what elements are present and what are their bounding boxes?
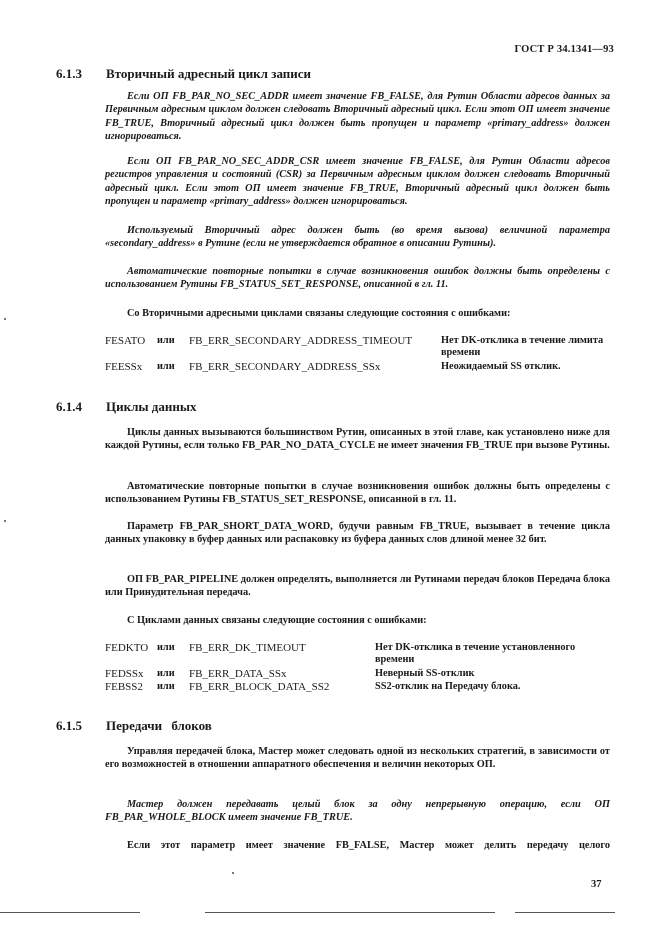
error-row: [105, 681, 615, 693]
paragraph: Автоматические повторные попытки в случае возникновения ошибок должны быть определены с использованием Рутины FB_STATUS_SET_RESPONSE, описанной в гл. 11.: [105, 266, 610, 291]
paragraph: С Циклами данных связаны следующие состояния с ошибками:: [127, 615, 427, 626]
scan-edge-line: [0, 912, 140, 913]
paragraph: Автоматические повторные попытки в случае возникновения ошибок должны быть определены с использованием Рутины FB_STATUS_SET_RESPONSE, описанной в гл. 11.: [105, 481, 610, 506]
error-constant: FB_ERR_DK_TIMEOUT: [189, 642, 306, 654]
section-title: Циклы данных: [106, 399, 197, 414]
error-code: FEESSx: [105, 361, 143, 373]
paragraph: Циклы данных вызываются большинством Рутин, описанных в этой главе, как установлено ниже для каждой Рутины, если только FB_PAR_NO_DATA_CYCLE не имеет значения FB_TRUE при вызове Рутины.: [105, 427, 610, 452]
section-title: Передачи блоков: [106, 718, 212, 733]
scan-edge-line: [515, 912, 615, 913]
section-title: Вторичный адресный цикл записи: [106, 66, 312, 81]
paragraph: ОП FB_PAR_PIPELINE должен определять, выполняется ли Рутинами передач блоков Передача блока или Принудительная передача.: [105, 574, 610, 599]
page-number: 37: [591, 879, 602, 890]
error-description: Нет DK-отклика в течение установленного времени: [375, 642, 576, 665]
paragraph: Мастер должен передавать целый блок за одну непрерывную операцию, если ОП FB_PAR_WHOLE_BLOCK имеет значение FB_TRUE.: [105, 799, 610, 824]
paragraph: Используемый Вторичный адрес должен быть (во время вызова) величиной параметра «secondary_address» в Рутине (если не утверждается обратное в описании Рутины).: [105, 225, 610, 250]
paragraph: Со Вторичными адресными циклами связаны следующие состояния с ошибками:: [127, 308, 511, 319]
error-separator: или: [157, 335, 175, 346]
error-code: FESATO: [105, 335, 146, 347]
error-row: [105, 335, 615, 359]
scan-speck: [232, 872, 234, 874]
error-constant: FB_ERR_SECONDARY_ADDRESS_TIMEOUT: [189, 335, 413, 347]
error-constant: FB_ERR_SECONDARY_ADDRESS_SSx: [189, 361, 381, 373]
error-code: FEBSS2: [105, 681, 143, 693]
error-code: FEDKTO: [105, 642, 149, 654]
paragraph: Параметр FB_PAR_SHORT_DATA_WORD, будучи равным FB_TRUE, вызывает в течение цикла данных упаковку в буфер данных или распаковку из буфера данных слов длиной менее 32 бит.: [105, 521, 610, 546]
error-row: [105, 642, 615, 666]
section-number: 6.1.4: [56, 399, 82, 414]
error-separator: или: [157, 668, 175, 679]
error-separator: или: [157, 681, 175, 692]
standard-header: ГОСТ Р 34.1341—93: [514, 44, 614, 55]
paragraph: Если ОП FB_PAR_NO_SEC_ADDR имеет значение FB_FALSE, для Рутин Области адресов данных за Первичным адресным циклом должен следовать Вторичный адресный цикл. Если этот ОП имеет значение FB_TRUE, Вторичный адресный цикл должен быть пропущен и параметр «primary_address» должен игнорироваться.: [105, 91, 610, 142]
error-description: Неверный SS-отклик: [375, 668, 475, 679]
paragraph: Если этот параметр имеет значение FB_FALSE, Мастер может делить передачу целого: [127, 840, 610, 851]
error-description: Неожидаемый SS отклик.: [441, 361, 561, 372]
paragraph: Управляя передачей блока, Мастер может следовать одной из нескольких стратегий, в зависимости от его возможностей в отношении аппаратного обеспечения и величин некоторых ОП.: [105, 746, 610, 771]
error-code: FEDSSx: [105, 668, 144, 680]
error-constant: FB_ERR_DATA_SSx: [189, 668, 287, 680]
section-number: 6.1.5: [56, 718, 82, 733]
error-description: Нет DK-отклика в течение лимита времени: [441, 335, 604, 358]
section-number: 6.1.3: [56, 66, 82, 81]
error-constant: FB_ERR_BLOCK_DATA_SS2: [189, 681, 330, 693]
error-description: SS2-отклик на Передачу блока.: [375, 681, 521, 692]
error-row: [105, 668, 615, 680]
scan-edge-line: [205, 912, 495, 913]
scan-speck: [4, 520, 6, 522]
paragraph: Если ОП FB_PAR_NO_SEC_ADDR_CSR имеет значение FB_FALSE, для Рутин Области адресов регистров управления и состояний (CSR) за Первичным адресным циклом должен следовать Вторичный адресный цикл. Если этот ОП имеет значение FB_TRUE, Вторичный адресный цикл должен быть пропущен и параметр «primary_address» должен игнорироваться.: [105, 156, 610, 207]
error-row: [105, 361, 615, 373]
error-separator: или: [157, 642, 175, 653]
scan-speck: [4, 318, 6, 320]
section-heading-6-1-3: [56, 66, 311, 82]
section-heading-6-1-5: [56, 718, 212, 734]
error-separator: или: [157, 361, 175, 372]
section-heading-6-1-4: [56, 399, 197, 415]
